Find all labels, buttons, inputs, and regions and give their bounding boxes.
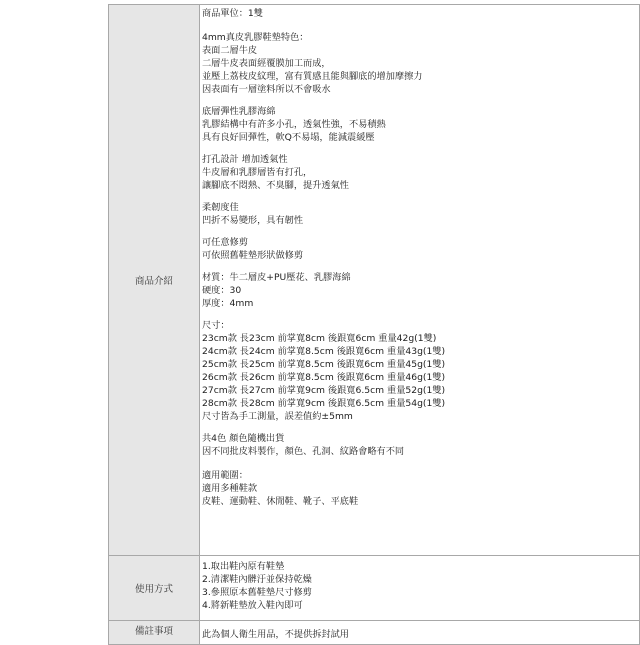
intro-content xyxy=(200,5,640,556)
sizes-title: 尺寸： xyxy=(202,320,230,331)
sizes-block xyxy=(202,319,635,423)
product-spec-sheet xyxy=(108,4,640,640)
notes-content xyxy=(200,621,640,645)
holes-block: 打孔設計 增加透氣性 牛皮層和乳膠層皆有打孔， 讓腳底不悶熱、不臭腳，提升透氣性 xyxy=(202,154,349,191)
usage-label: 使用方式 xyxy=(109,556,200,621)
colors-block: 共4色 顏色隨機出貨 因不同批皮料製作，顏色、孔洞、紋路會略有不同 xyxy=(202,433,405,457)
size-row: 23cm款 長23cm 前掌寬8cm 後跟寬6cm 重量42g(1雙) xyxy=(202,333,437,344)
unit-line: 商品單位：1雙 xyxy=(202,8,263,19)
product-spec-table xyxy=(108,4,640,645)
notes-text: 此為個人衛生用品，不提供拆封試用 xyxy=(202,629,349,640)
usage-step: 1.取出鞋內原有鞋墊 xyxy=(202,561,285,572)
usage-step: 2.清潔鞋內髒汙並保持乾燥 xyxy=(202,574,312,585)
foam-block: 底層彈性乳膠海綿 乳膠結構中有許多小孔，透氣性強，不易積熱 具有良好回彈性，軟Q不易塌，能減震緩壓 xyxy=(202,106,386,143)
usage-step: 4.將新鞋墊放入鞋內即可 xyxy=(202,600,303,611)
features-block: 4mm真皮乳膠鞋墊特色： 表面二層牛皮 二層牛皮表面經覆膜加工而成， 並壓上荔枝皮紋理，富有質感且能與腳底的增加摩擦力 因表面有一層塗料所以不會吸水 xyxy=(202,32,423,95)
size-row: 28cm款 長28cm 前掌寬9cm 後跟寬6.5cm 重量54g(1雙) xyxy=(202,398,446,409)
spec-row-usage xyxy=(109,556,640,621)
flex-block: 柔韌度佳 凹折不易變形，具有韌性 xyxy=(202,202,304,226)
size-row: 27cm款 長27cm 前掌寬9cm 後跟寬6.5cm 重量52g(1雙) xyxy=(202,385,446,396)
notes-label: 備註事項 xyxy=(109,621,200,645)
scope-block: 適用範圍： 適用多種鞋款 皮鞋、運動鞋、休閒鞋、靴子、平底鞋 xyxy=(202,470,359,507)
size-row: 25cm款 長25cm 前掌寬8.5cm 後跟寬6cm 重量45g(1雙) xyxy=(202,359,446,370)
trim-block: 可任意修剪 可依照舊鞋墊形狀做修剪 xyxy=(202,237,304,261)
usage-content xyxy=(200,556,640,621)
size-row: 24cm款 長24cm 前掌寬8.5cm 後跟寬6cm 重量43g(1雙) xyxy=(202,346,446,357)
spec-row-intro xyxy=(109,5,640,556)
usage-step: 3.參照原本舊鞋墊尺寸修剪 xyxy=(202,587,312,598)
material-block: 材質：牛二層皮+PU壓花、乳膠海綿 硬度：30 厚度：4mm xyxy=(202,272,351,309)
intro-label: 商品介紹 xyxy=(109,5,200,556)
size-row: 26cm款 長26cm 前掌寬8.5cm 後跟寬6cm 重量46g(1雙) xyxy=(202,372,446,383)
spec-row-notes xyxy=(109,621,640,645)
sizes-note: 尺寸皆為手工測量，誤差值約±5mm xyxy=(202,411,353,422)
